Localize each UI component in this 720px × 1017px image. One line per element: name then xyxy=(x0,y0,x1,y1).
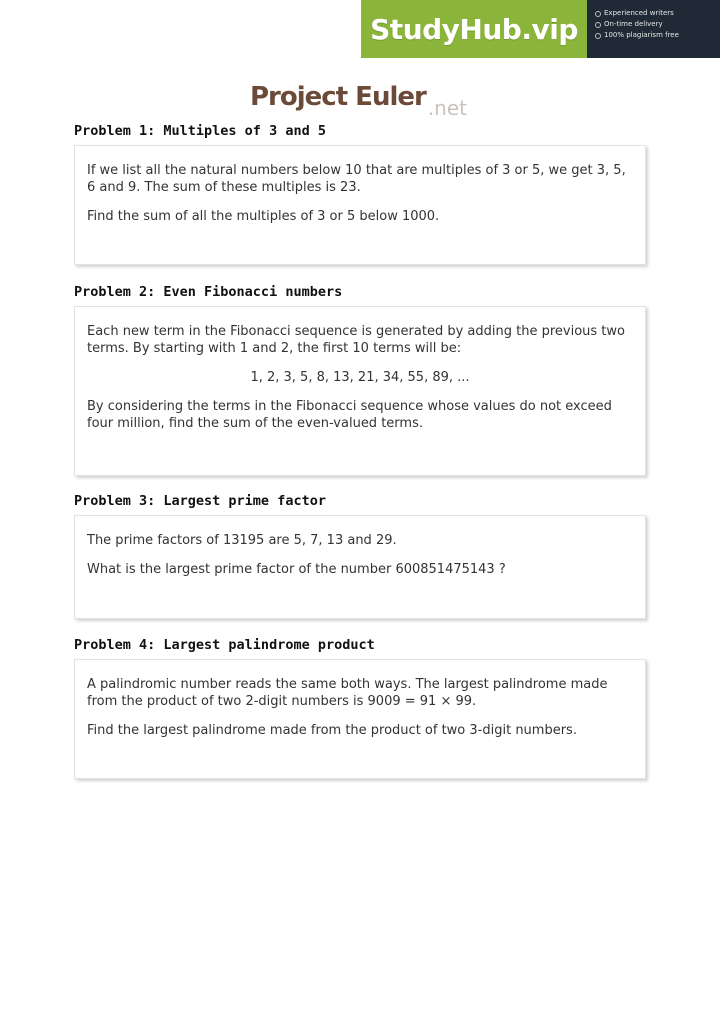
problem-title: Problem 3: Largest prime factor xyxy=(74,493,326,509)
fibonacci-sequence: 1, 2, 3, 5, 8, 13, 21, 34, 55, 89, ... xyxy=(250,370,470,385)
check-circle-icon xyxy=(595,33,601,39)
problem-content xyxy=(74,306,646,476)
problem-paragraph: A palindromic number reads the same both ways. The largest palindrome made from the product of two 2-digit numbers is 9009 = 91 × 99. xyxy=(87,677,608,709)
problem-1 xyxy=(74,123,646,265)
problem-paragraph: By considering the terms in the Fibonacci sequence whose values do not exceed four million, find the sum of the even-valued terms. xyxy=(87,399,612,431)
problem-2 xyxy=(74,284,646,476)
problem-title: Problem 4: Largest palindrome product xyxy=(74,637,375,653)
studyhub-logo: StudyHub.vip xyxy=(370,12,578,46)
problem-paragraph: What is the largest prime factor of the number 600851475143 ? xyxy=(87,562,506,577)
problem-content xyxy=(74,515,646,619)
check-circle-icon xyxy=(595,22,601,28)
banner-features xyxy=(587,0,720,58)
banner-feature-label: On-time delivery xyxy=(604,20,663,28)
banner-feature xyxy=(595,30,720,41)
banner-feature xyxy=(595,19,720,30)
studyhub-banner[interactable] xyxy=(361,0,720,58)
problem-paragraph: Find the largest palindrome made from the product of two 3-digit numbers. xyxy=(87,723,577,738)
banner-feature-label: Experienced writers xyxy=(604,9,674,17)
problem-content xyxy=(74,145,646,265)
problem-title: Problem 2: Even Fibonacci numbers xyxy=(74,284,343,300)
problem-paragraph: Find the sum of all the multiples of 3 or 5 below 1000. xyxy=(87,209,440,224)
problem-paragraph: Each new term in the Fibonacci sequence is generated by adding the previous two terms. By starting with 1 and 2, the first 10 terms will be: xyxy=(87,324,625,356)
problem-paragraph: If we list all the natural numbers below 10 that are multiples of 3 or 5, we get 3, 5, 6 and 9. The sum of these multiples is 23. xyxy=(87,163,626,195)
project-euler-logo xyxy=(250,82,468,120)
problem-paragraph: The prime factors of 13195 are 5, 7, 13 and 29. xyxy=(87,533,397,548)
site-title-suffix: .net xyxy=(427,96,468,120)
banner-feature-label: 100% plagiarism free xyxy=(604,31,679,39)
problem-4 xyxy=(74,637,646,779)
banner-feature xyxy=(595,8,720,19)
site-title: Project Euler xyxy=(250,82,426,112)
studyhub-logo-area[interactable] xyxy=(361,0,587,58)
check-circle-icon xyxy=(595,11,601,17)
problem-3 xyxy=(74,493,646,619)
problem-title: Problem 1: Multiples of 3 and 5 xyxy=(74,123,326,139)
problem-content xyxy=(74,659,646,779)
